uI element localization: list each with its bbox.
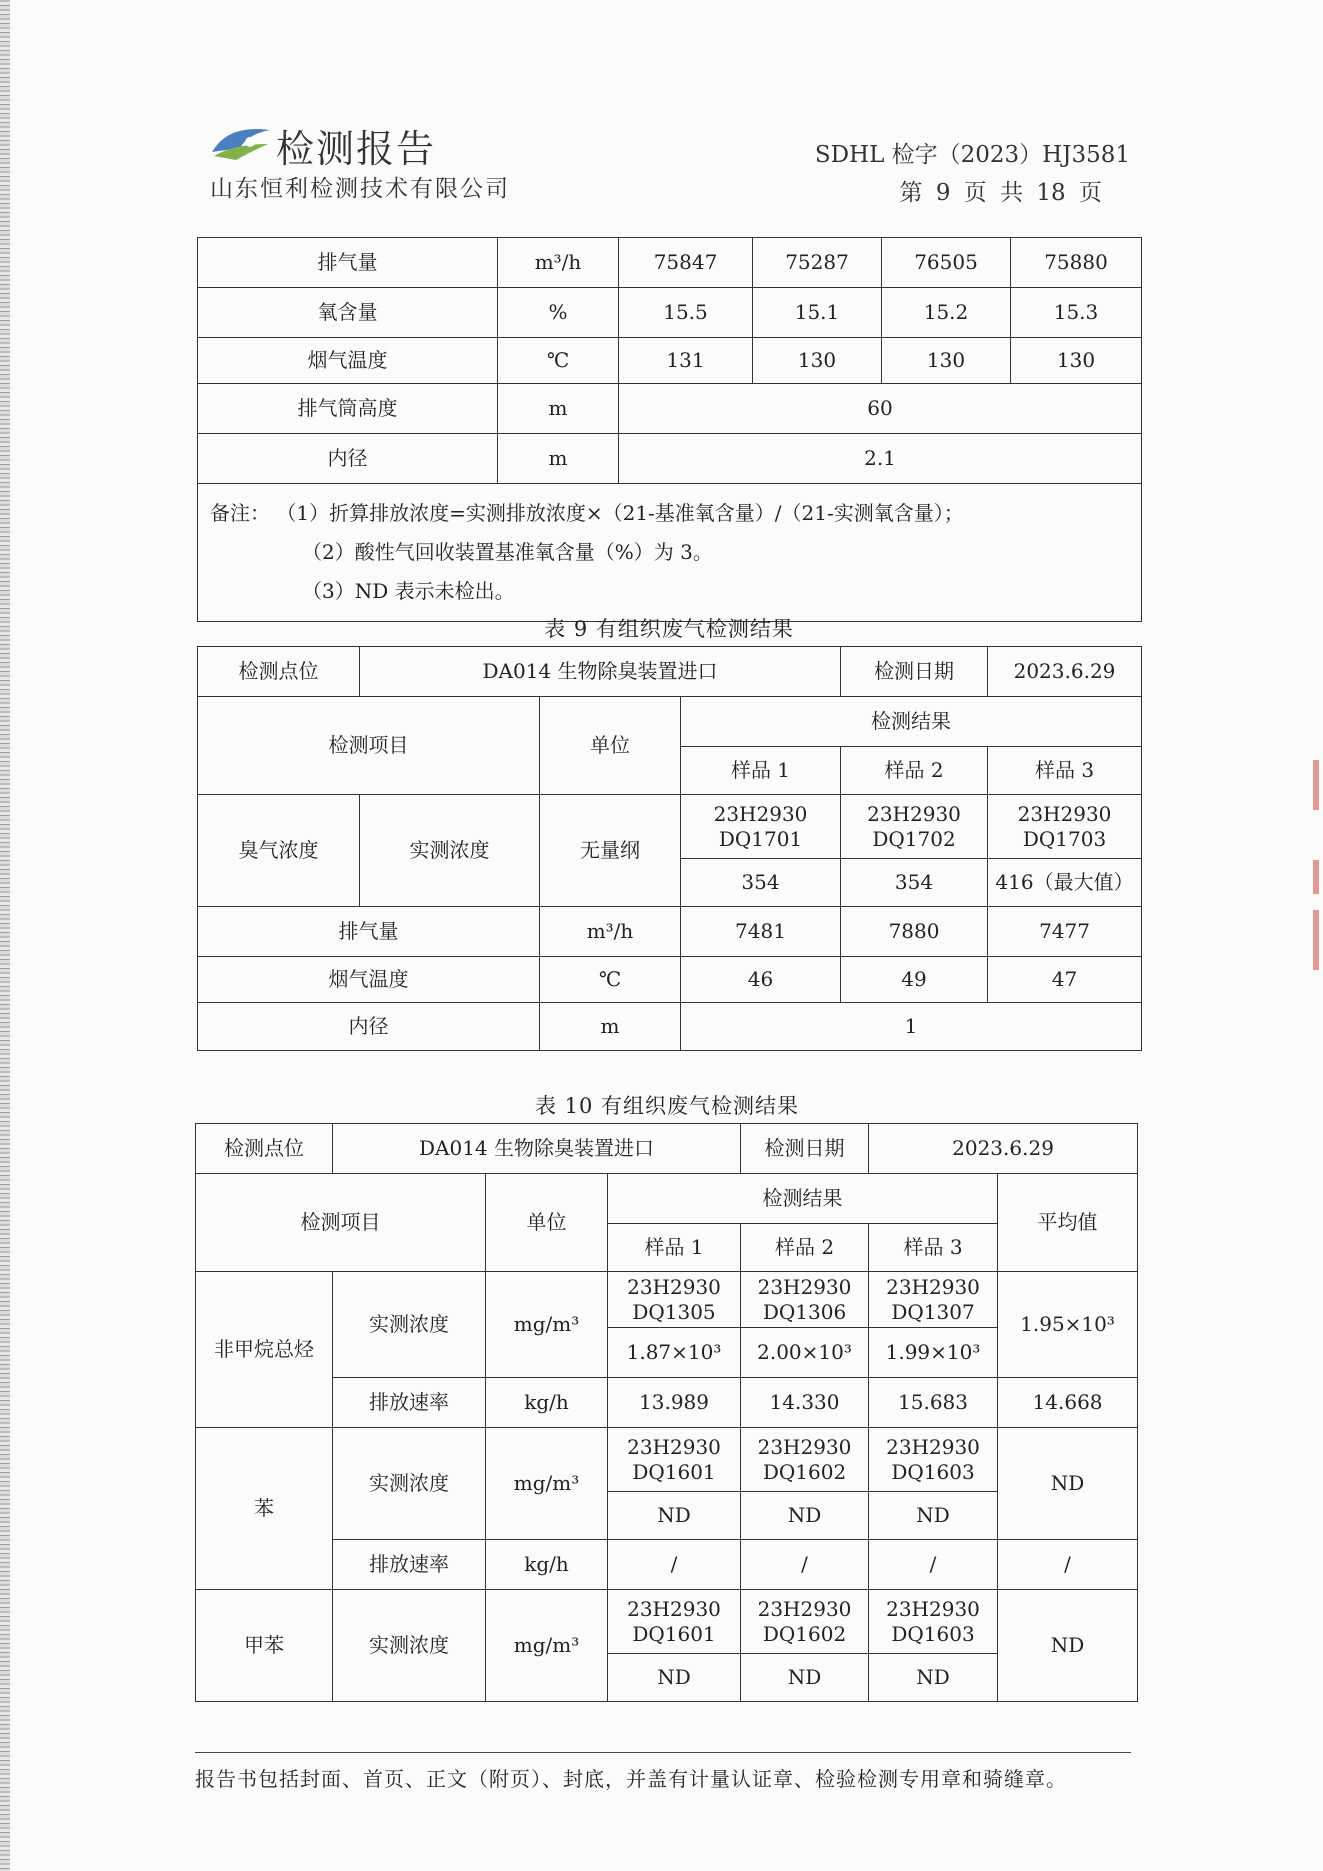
table-row: 检测点位 DA014 生物除臭装置进口 检测日期 2023.6.29	[196, 1124, 1138, 1174]
table-row: 排放速率 kg/h / / / /	[196, 1540, 1138, 1590]
notes-label: 备注：	[210, 501, 270, 525]
report-number: SDHL 检字（2023）HJ3581	[814, 142, 1130, 168]
note-2: （2）酸性气回收装置基准氧含量（%）为 3。	[302, 540, 713, 564]
table-row: 354 354 416（最大值）	[198, 859, 1142, 907]
table10	[195, 1123, 1138, 1702]
report-header	[210, 118, 1130, 208]
table-row: ND ND ND	[196, 1654, 1138, 1702]
table-row: 样品 1 样品 2 样品 3	[196, 1224, 1138, 1272]
company-logo-icon	[210, 122, 272, 162]
table-top	[197, 237, 1142, 622]
table9	[197, 646, 1142, 1051]
table-row: 样品 1 样品 2 样品 3	[198, 747, 1142, 795]
seam-stamp-mark	[1313, 910, 1319, 970]
table9-caption: 表 9 有组织废气检测结果	[544, 617, 794, 641]
scan-edge	[0, 0, 10, 1871]
table-row: 检测项目 单位 检测结果	[198, 697, 1142, 747]
table-row: 氧含量 % 15.5 15.1 15.2 15.3	[198, 288, 1142, 338]
table-row: 排气量 m³/h 7481 7880 7477	[198, 907, 1142, 957]
table-row: 臭气浓度 实测浓度 无量纲 23H2930 DQ1701 23H2930 DQ1702 23H2930 DQ1703	[198, 795, 1142, 859]
table-row: 排气筒高度 m 60	[198, 384, 1142, 434]
note-3: （3）ND 表示未检出。	[302, 579, 515, 603]
note-1: （1）折算排放浓度=实测排放浓度×（21-基准氧含量）/（21-实测氧含量）；	[276, 501, 964, 525]
seam-stamp-mark	[1313, 760, 1319, 810]
table-row: 烟气温度 ℃ 131 130 130 130	[198, 338, 1142, 384]
table-row: 1.87×10³ 2.00×10³ 1.99×10³	[196, 1328, 1138, 1378]
notes-row	[198, 484, 1142, 622]
table-row: 检测点位 DA014 生物除臭装置进口 检测日期 2023.6.29	[198, 647, 1142, 697]
table-row: 检测项目 单位 检测结果 平均值	[196, 1174, 1138, 1224]
page-info: 第 9 页 共 18 页	[899, 180, 1102, 206]
table-row: ND ND ND	[196, 1492, 1138, 1540]
table-row: 苯 实测浓度 mg/m³ 23H2930 DQ1601 23H2930 DQ1602 23H2930 DQ1603 ND	[196, 1428, 1138, 1492]
table-row: 甲苯 实测浓度 mg/m³ 23H2930 DQ1601 23H2930 DQ1602 23H2930 DQ1603 ND	[196, 1590, 1138, 1654]
report-title: 检测报告	[276, 127, 437, 171]
table-row: 内径 m 2.1	[198, 434, 1142, 484]
table-row: 烟气温度 ℃ 46 49 47	[198, 957, 1142, 1003]
table-row: 内径 m 1	[198, 1003, 1142, 1051]
table10-caption: 表 10 有组织废气检测结果	[534, 1094, 800, 1118]
table-row: 非甲烷总烃 实测浓度 mg/m³ 23H2930 DQ1305 23H2930 DQ1306 23H2930 DQ1307 1.95×10³	[196, 1272, 1138, 1328]
footer-note: 报告书包括封面、首页、正文（附页）、封底，并盖有计量认证章、检验检测专用章和骑缝章。	[195, 1752, 1131, 1792]
company-name: 山东恒利检测技术有限公司	[210, 176, 510, 202]
table-row: 排放速率 kg/h 13.989 14.330 15.683 14.668	[196, 1378, 1138, 1428]
seam-stamp-mark	[1313, 860, 1319, 894]
table-row: 排气量 m³/h 75847 75287 76505 75880	[198, 238, 1142, 288]
